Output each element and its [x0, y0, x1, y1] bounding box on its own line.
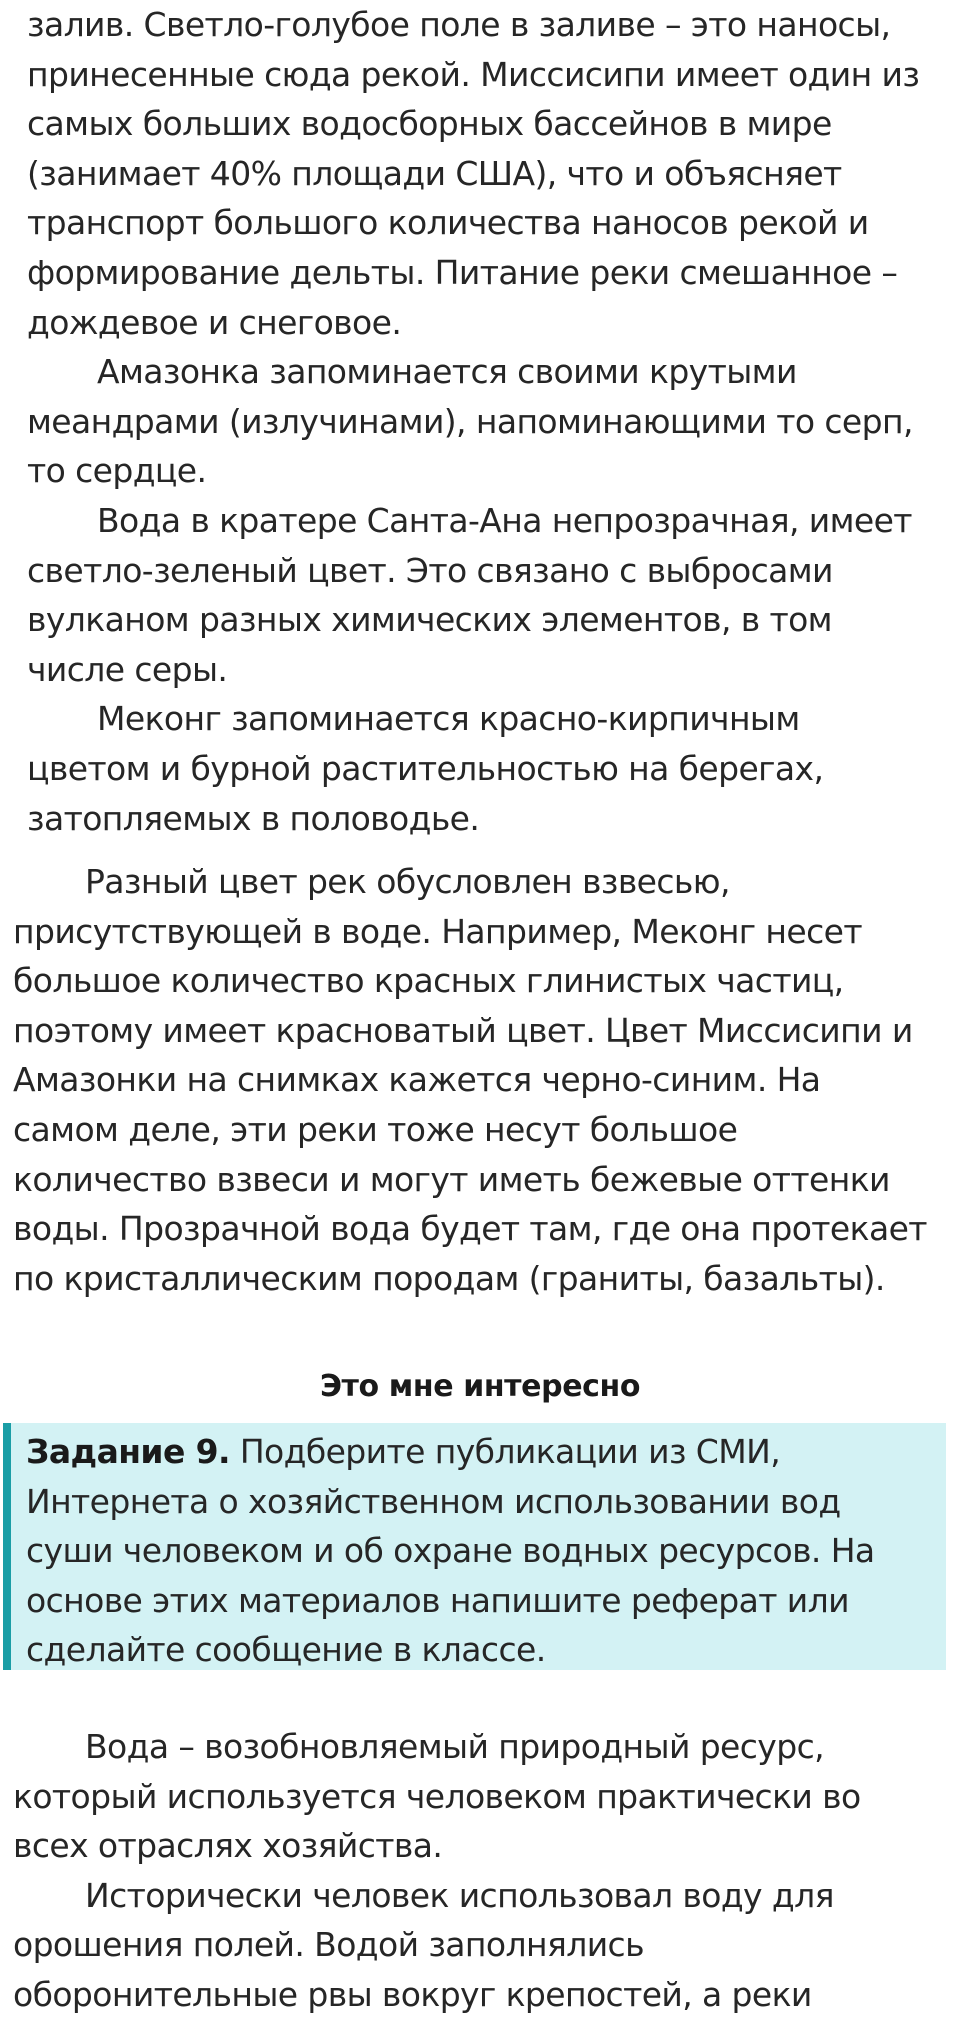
text-line: присутствующей в воде. Например, Меконг несет — [13, 911, 862, 951]
text-line: затопляемых в половодье. — [27, 798, 480, 838]
text-line: Вода – возобновляемый природный ресурс, — [85, 1727, 825, 1766]
text-line: поэтому имеет красноватый цвет. Цвет Миссисипи и — [13, 1010, 913, 1050]
text-line: светло-зеленый цвет. Это связано с выбросами — [27, 550, 833, 590]
text-line: Интернета о хозяйственном использовании вод — [26, 1481, 841, 1521]
water-resource-text — [13, 1722, 948, 2020]
text-line: (занимает 40% площади США), что и объясняет — [27, 153, 842, 193]
text-line: Меконг запоминается красно-кирпичным — [97, 699, 800, 739]
task-label: Задание 9. — [26, 1432, 230, 1471]
text-line: принесенные сюда рекой. Миссисипи имеет один из — [27, 54, 920, 94]
text-line: Подберите публикации из СМИ, — [239, 1432, 781, 1471]
text-line: большое количество красных глинистых частиц, — [13, 961, 844, 1001]
text-line: транспорт большого количества наносов рекой и — [27, 203, 869, 243]
text-line: основе этих материалов напишите реферат или — [26, 1580, 849, 1620]
text-line: воды. Прозрачной вода будет там, где она протекает — [13, 1209, 927, 1249]
text-line: меандрами (излучинами), напоминающими то серп, — [27, 401, 913, 441]
rivers-description-text — [27, 0, 947, 843]
text-line: формирование дельты. Питание реки смешанное – — [27, 252, 898, 292]
text-line: количество взвеси и могут иметь бежевые оттенки — [13, 1159, 890, 1199]
text-line: Вода в кратере Санта-Ана непрозрачная, имеет — [97, 500, 912, 540]
text-line: Амазонка запоминается своими крутыми — [97, 352, 797, 392]
text-line: по кристаллическим породам (граниты, базальты). — [13, 1258, 885, 1298]
text-line: цветом и бурной растительностью на берегах, — [27, 748, 824, 788]
text-line: Амазонки на снимках кажется черно-синим. На — [13, 1060, 821, 1100]
text-line: вулканом разных химических элементов, в том — [27, 600, 832, 640]
text-line: Исторически человек использовал воду для — [85, 1875, 834, 1915]
text-line: дождевое и снеговое. — [27, 302, 402, 342]
task-text — [26, 1427, 875, 1675]
task-first-line — [26, 1427, 875, 1477]
river-color-explanation-text — [13, 857, 948, 1303]
text-line: который используется человеком практически во — [13, 1776, 861, 1816]
text-line: сделайте сообщение в классе. — [26, 1630, 546, 1670]
text-line: суши человеком и об охране водных ресурсов. На — [26, 1531, 875, 1571]
text-line: числе серы. — [27, 649, 228, 689]
text-line: залив. Светло-голубое поле в заливе – это наносы, — [27, 5, 891, 44]
text-line: самом деле, эти реки тоже несут большое — [13, 1109, 738, 1149]
text-line: орошения полей. Водой заполнялись — [13, 1925, 644, 1965]
text-line: всех отраслях хозяйства. — [13, 1826, 443, 1866]
section-heading: Это мне интересно — [319, 1369, 641, 1404]
text-line: Разный цвет рек обусловлен взвесью, — [85, 862, 730, 901]
text-line: то сердце. — [27, 451, 207, 491]
text-line: самых больших водосборных бассейнов в мире — [27, 104, 832, 144]
text-line: оборонительные рвы вокруг крепостей, а реки — [13, 1974, 812, 2014]
task-callout — [3, 1423, 946, 1670]
